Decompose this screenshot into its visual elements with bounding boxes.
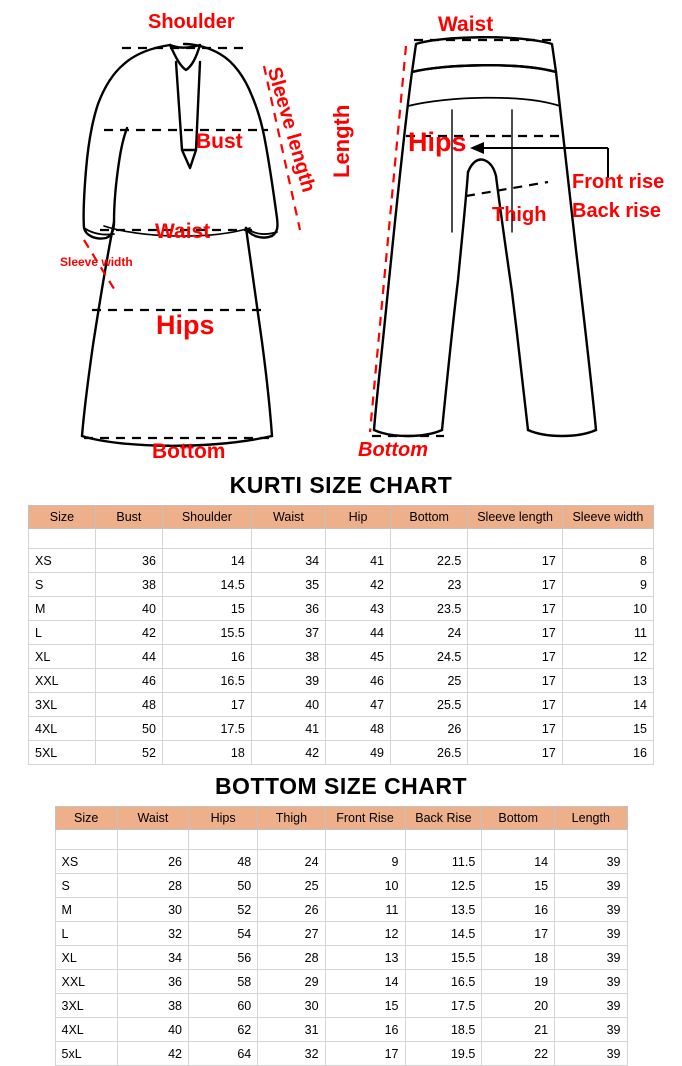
cell-bottom: 22: [482, 1042, 555, 1066]
cell-back-rise: 14.5: [405, 922, 482, 946]
cell-waist: 34: [251, 549, 325, 573]
label-waist-kurti: Waist: [155, 220, 211, 243]
cell-back-rise: 18.5: [405, 1018, 482, 1042]
bottom-col-back-rise: Back Rise: [405, 807, 482, 830]
cell-bottom: 24: [390, 621, 467, 645]
kurti-size-table: [28, 505, 654, 765]
table-row: [29, 669, 654, 693]
cell-sleeve-width: 11: [562, 621, 653, 645]
cell-bust: 50: [95, 717, 162, 741]
cell-front-rise: 13: [325, 946, 405, 970]
spacer-cell: [258, 830, 325, 850]
cell-waist: 42: [117, 1042, 188, 1066]
cell-size: 3XL: [29, 693, 96, 717]
cell-shoulder: 16.5: [162, 669, 251, 693]
cell-thigh: 29: [258, 970, 325, 994]
table-row: [29, 549, 654, 573]
cell-front-rise: 9: [325, 850, 405, 874]
spacer-cell: [326, 529, 391, 549]
cell-hip: 45: [326, 645, 391, 669]
kurti-col-waist: Waist: [251, 506, 325, 529]
spacer-cell: [55, 830, 117, 850]
cell-front-rise: 10: [325, 874, 405, 898]
cell-bottom: 20: [482, 994, 555, 1018]
cell-sleeve-length: 17: [468, 597, 562, 621]
spacer-cell: [251, 529, 325, 549]
kurti-col-sleeve-length: Sleeve length: [468, 506, 562, 529]
cell-size: 5XL: [29, 741, 96, 765]
cell-hips: 58: [189, 970, 258, 994]
pant-thigh-line: [466, 182, 548, 196]
cell-front-rise: 11: [325, 898, 405, 922]
table-row: [55, 850, 627, 874]
cell-hips: 62: [189, 1018, 258, 1042]
table-row: [55, 898, 627, 922]
kurti-col-size: Size: [29, 506, 96, 529]
cell-bust: 52: [95, 741, 162, 765]
cell-back-rise: 16.5: [405, 970, 482, 994]
cell-hips: 48: [189, 850, 258, 874]
cell-length: 39: [555, 946, 627, 970]
bottom-spacer-row: [55, 830, 627, 850]
bottom-table-header-row: [55, 807, 627, 830]
cell-shoulder: 15.5: [162, 621, 251, 645]
cell-sleeve-length: 17: [468, 669, 562, 693]
label-hips-pant: Hips: [408, 127, 467, 157]
label-bust: Bust: [196, 130, 243, 153]
cell-shoulder: 14.5: [162, 573, 251, 597]
cell-bust: 36: [95, 549, 162, 573]
cell-bottom: 14: [482, 850, 555, 874]
cell-size: XXL: [55, 970, 117, 994]
cell-thigh: 28: [258, 946, 325, 970]
cell-waist: 38: [117, 994, 188, 1018]
cell-bottom: 19: [482, 970, 555, 994]
kurti-table-header-row: [29, 506, 654, 529]
spacer-cell: [117, 830, 188, 850]
cell-hips: 60: [189, 994, 258, 1018]
cell-sleeve-width: 10: [562, 597, 653, 621]
cell-thigh: 25: [258, 874, 325, 898]
cell-size: S: [29, 573, 96, 597]
cell-length: 39: [555, 994, 627, 1018]
cell-waist: 36: [117, 970, 188, 994]
kurti-chart-title: KURTI SIZE CHART: [229, 472, 453, 498]
cell-size: XL: [29, 645, 96, 669]
spacer-cell: [555, 830, 627, 850]
table-row: [29, 597, 654, 621]
spacer-cell: [562, 529, 653, 549]
label-back-rise: Back rise: [572, 200, 661, 222]
cell-hip: 41: [326, 549, 391, 573]
cell-front-rise: 15: [325, 994, 405, 1018]
bottom-col-length: Length: [555, 807, 627, 830]
cell-thigh: 32: [258, 1042, 325, 1066]
cell-back-rise: 15.5: [405, 946, 482, 970]
cell-size: XS: [55, 850, 117, 874]
cell-waist: 36: [251, 597, 325, 621]
cell-bottom: 17: [482, 922, 555, 946]
bottom-col-front-rise: Front Rise: [325, 807, 405, 830]
cell-hips: 64: [189, 1042, 258, 1066]
cell-thigh: 31: [258, 1018, 325, 1042]
cell-sleeve-length: 17: [468, 621, 562, 645]
cell-sleeve-width: 15: [562, 717, 653, 741]
table-row: [55, 970, 627, 994]
cell-waist: 42: [251, 741, 325, 765]
cell-waist: 34: [117, 946, 188, 970]
cell-bust: 42: [95, 621, 162, 645]
cell-sleeve-length: 17: [468, 549, 562, 573]
cell-back-rise: 17.5: [405, 994, 482, 1018]
bottom-col-hips: Hips: [189, 807, 258, 830]
cell-hip: 42: [326, 573, 391, 597]
table-row: [55, 1018, 627, 1042]
cell-size: 4XL: [29, 717, 96, 741]
cell-hip: 48: [326, 717, 391, 741]
cell-sleeve-width: 9: [562, 573, 653, 597]
cell-bust: 40: [95, 597, 162, 621]
cell-length: 39: [555, 1042, 627, 1066]
cell-front-rise: 14: [325, 970, 405, 994]
cell-sleeve-length: 17: [468, 693, 562, 717]
cell-hips: 52: [189, 898, 258, 922]
label-shoulder: Shoulder: [148, 11, 235, 33]
cell-back-rise: 11.5: [405, 850, 482, 874]
cell-bust: 44: [95, 645, 162, 669]
cell-bottom: 22.5: [390, 549, 467, 573]
spacer-cell: [482, 830, 555, 850]
cell-bottom: 26: [390, 717, 467, 741]
pant-length-line: [370, 46, 406, 432]
cell-bottom: 24.5: [390, 645, 467, 669]
cell-bottom: 23.5: [390, 597, 467, 621]
cell-hip: 43: [326, 597, 391, 621]
garment-measurement-diagram: [0, 0, 682, 470]
cell-sleeve-width: 14: [562, 693, 653, 717]
cell-size: 3XL: [55, 994, 117, 1018]
cell-size: XS: [29, 549, 96, 573]
cell-bust: 46: [95, 669, 162, 693]
cell-bottom: 23: [390, 573, 467, 597]
kurti-col-bust: Bust: [95, 506, 162, 529]
cell-bottom: 21: [482, 1018, 555, 1042]
table-row: [29, 741, 654, 765]
garment-illustrations: [0, 0, 682, 470]
table-row: [29, 693, 654, 717]
cell-hip: 44: [326, 621, 391, 645]
cell-size: L: [29, 621, 96, 645]
cell-bottom: 16: [482, 898, 555, 922]
cell-waist: 35: [251, 573, 325, 597]
cell-waist: 28: [117, 874, 188, 898]
cell-shoulder: 17: [162, 693, 251, 717]
cell-shoulder: 17.5: [162, 717, 251, 741]
cell-sleeve-length: 17: [468, 741, 562, 765]
cell-size: M: [55, 898, 117, 922]
cell-length: 39: [555, 970, 627, 994]
label-bottom-kurti: Bottom: [152, 440, 226, 463]
cell-size: XXL: [29, 669, 96, 693]
spacer-cell: [162, 529, 251, 549]
cell-size: L: [55, 922, 117, 946]
cell-bottom: 15: [482, 874, 555, 898]
cell-hip: 47: [326, 693, 391, 717]
cell-sleeve-length: 17: [468, 717, 562, 741]
label-sleeve-length: Sleeve length: [262, 64, 320, 195]
cell-thigh: 26: [258, 898, 325, 922]
cell-sleeve-length: 17: [468, 573, 562, 597]
table-row: [55, 1042, 627, 1066]
cell-bottom: 18: [482, 946, 555, 970]
kurti-col-bottom: Bottom: [390, 506, 467, 529]
cell-sleeve-width: 13: [562, 669, 653, 693]
cell-bottom: 25: [390, 669, 467, 693]
cell-back-rise: 12.5: [405, 874, 482, 898]
rise-arrow-head: [470, 142, 484, 154]
cell-bottom: 25.5: [390, 693, 467, 717]
label-length: Length: [329, 104, 354, 178]
cell-waist: 40: [117, 1018, 188, 1042]
table-row: [29, 645, 654, 669]
cell-sleeve-width: 12: [562, 645, 653, 669]
cell-waist: 39: [251, 669, 325, 693]
cell-thigh: 27: [258, 922, 325, 946]
spacer-cell: [189, 830, 258, 850]
table-row: [55, 922, 627, 946]
cell-size: 5xL: [55, 1042, 117, 1066]
table-row: [55, 874, 627, 898]
table-row: [55, 946, 627, 970]
cell-back-rise: 13.5: [405, 898, 482, 922]
bottom-col-waist: Waist: [117, 807, 188, 830]
cell-shoulder: 16: [162, 645, 251, 669]
label-waist-pant: Waist: [438, 13, 494, 36]
spacer-cell: [468, 529, 562, 549]
cell-bust: 48: [95, 693, 162, 717]
cell-waist: 32: [117, 922, 188, 946]
cell-bust: 38: [95, 573, 162, 597]
cell-hip: 49: [326, 741, 391, 765]
cell-length: 39: [555, 850, 627, 874]
cell-waist: 41: [251, 717, 325, 741]
cell-shoulder: 18: [162, 741, 251, 765]
cell-waist: 37: [251, 621, 325, 645]
bottom-col-size: Size: [55, 807, 117, 830]
label-bottom-pant: Bottom: [358, 439, 428, 461]
kurti-spacer-row: [29, 529, 654, 549]
cell-front-rise: 16: [325, 1018, 405, 1042]
bottom-chart-title: BOTTOM SIZE CHART: [214, 773, 468, 799]
cell-front-rise: 12: [325, 922, 405, 946]
table-row: [29, 573, 654, 597]
bottom-size-table: [55, 806, 628, 1066]
cell-waist: 40: [251, 693, 325, 717]
table-row: [55, 994, 627, 1018]
cell-sleeve-length: 17: [468, 645, 562, 669]
cell-hips: 50: [189, 874, 258, 898]
label-sleeve-width: Sleeve width: [60, 255, 133, 269]
cell-thigh: 30: [258, 994, 325, 1018]
cell-shoulder: 15: [162, 597, 251, 621]
cell-waist: 38: [251, 645, 325, 669]
label-front-rise: Front rise: [572, 171, 665, 193]
cell-size: M: [29, 597, 96, 621]
kurti-col-shoulder: Shoulder: [162, 506, 251, 529]
cell-length: 39: [555, 922, 627, 946]
cell-size: XL: [55, 946, 117, 970]
spacer-cell: [405, 830, 482, 850]
kurti-col-sleeve-width: Sleeve width: [562, 506, 653, 529]
bottom-col-thigh: Thigh: [258, 807, 325, 830]
cell-bottom: 26.5: [390, 741, 467, 765]
cell-length: 39: [555, 898, 627, 922]
spacer-cell: [95, 529, 162, 549]
cell-size: S: [55, 874, 117, 898]
cell-front-rise: 17: [325, 1042, 405, 1066]
cell-waist: 30: [117, 898, 188, 922]
label-thigh: Thigh: [492, 204, 547, 226]
label-hips-kurti: Hips: [156, 310, 215, 340]
cell-sleeve-width: 16: [562, 741, 653, 765]
cell-waist: 26: [117, 850, 188, 874]
cell-hips: 54: [189, 922, 258, 946]
cell-shoulder: 14: [162, 549, 251, 573]
cell-size: 4XL: [55, 1018, 117, 1042]
kurti-col-hip: Hip: [326, 506, 391, 529]
bottom-col-bottom: Bottom: [482, 807, 555, 830]
cell-thigh: 24: [258, 850, 325, 874]
cell-back-rise: 19.5: [405, 1042, 482, 1066]
spacer-cell: [29, 529, 96, 549]
spacer-cell: [325, 830, 405, 850]
cell-length: 39: [555, 874, 627, 898]
cell-hip: 46: [326, 669, 391, 693]
table-row: [29, 621, 654, 645]
cell-hips: 56: [189, 946, 258, 970]
table-row: [29, 717, 654, 741]
cell-sleeve-width: 8: [562, 549, 653, 573]
spacer-cell: [390, 529, 467, 549]
cell-length: 39: [555, 1018, 627, 1042]
